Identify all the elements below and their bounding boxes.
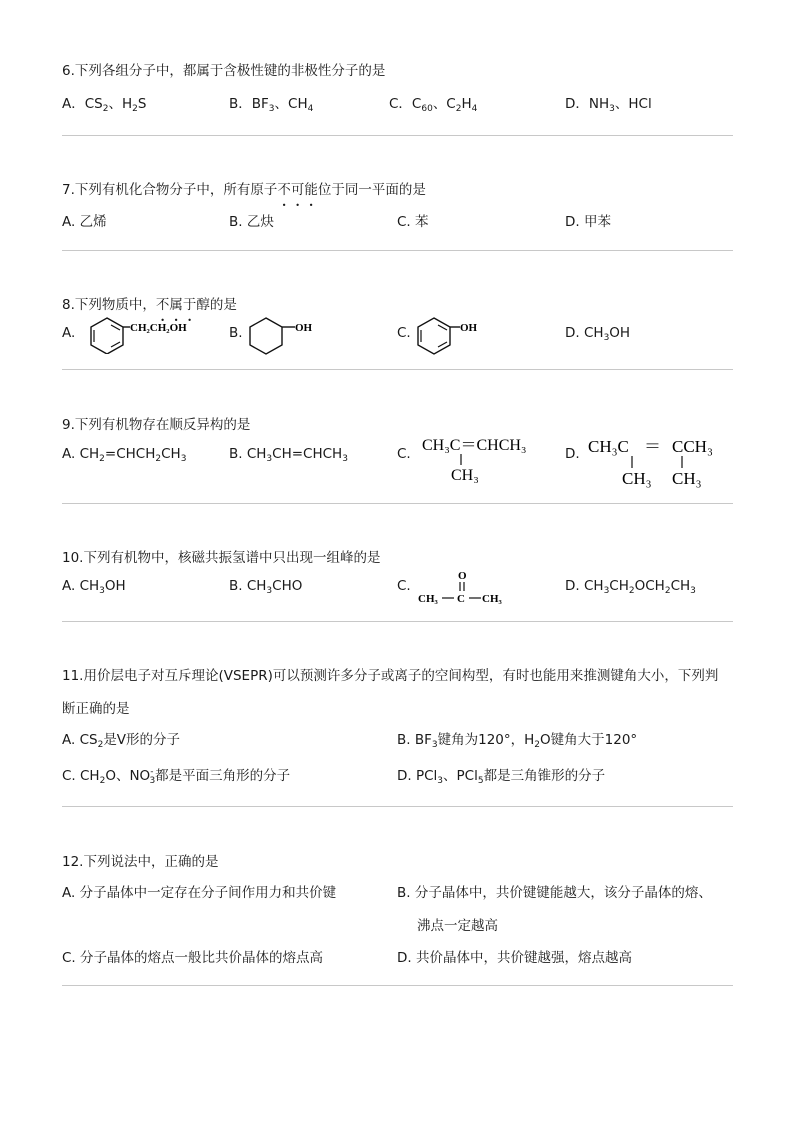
q8-option-c-label[interactable]: C.	[397, 325, 411, 341]
d-bottom-right-methyl: CH₃	[672, 469, 702, 488]
q12-option-b-line1[interactable]: B. 分子晶体中，共价键键能越大，该分子晶体的熔、	[397, 885, 712, 901]
c-top-formula: CH₃C＝CHCH₃	[422, 437, 527, 454]
q9-stem: 9.下列有机物存在顺反异构的是	[62, 417, 251, 433]
q7-option-c[interactable]: C. 苯	[397, 214, 429, 230]
divider	[62, 369, 733, 370]
oh-label: OH	[295, 322, 313, 334]
benzene-ring	[418, 318, 450, 354]
q12-option-c[interactable]: C. 分子晶体的熔点一般比共价晶体的熔点高	[62, 950, 324, 966]
q7-stem: 7.下列有机化合物分子中，所有原子不可能位于同一平面的是	[62, 182, 426, 198]
q8-option-c-structure	[414, 314, 494, 358]
divider	[62, 250, 733, 251]
oh-label: OH	[460, 322, 478, 334]
q11-option-c[interactable]: C. $CH_2O$、$NO^-_3$都是平面三角形的分子	[62, 767, 291, 786]
q11-option-d[interactable]: D. PCl$_3$、PCl$_5$都是三角锥形的分子	[397, 768, 606, 786]
left-methyl: CH₃	[418, 593, 438, 605]
q8-option-d[interactable]: D. $CH_3OH$	[565, 325, 631, 343]
q9-option-d-label[interactable]: D.	[565, 446, 580, 462]
q9-option-a[interactable]: A. $CH_2=CHCH_2CH_3$	[62, 446, 187, 464]
carbonyl-carbon: C	[457, 593, 465, 605]
q10-option-c-structure	[414, 567, 514, 607]
d-double-bond: ＝	[644, 437, 661, 456]
q12-option-d[interactable]: D. 共价晶体中，共价键越强，熔点越高	[397, 950, 632, 966]
q9-option-d-structure	[586, 432, 731, 492]
q12-stem: 12.下列说法中，正确的是	[62, 854, 219, 870]
divider	[62, 621, 733, 622]
c-bottom-methyl: CH₃	[451, 467, 479, 484]
carbonyl-oxygen: O	[458, 570, 467, 582]
q7-option-a[interactable]: A. 乙烯	[62, 214, 107, 230]
q6-option-d[interactable]: D．$NH_3$、HCl	[565, 96, 652, 114]
q10-option-a[interactable]: A. $CH_3OH$	[62, 578, 126, 596]
q6-stem: 6.下列各组分子中，都属于含极性键的非极性分子的是	[62, 63, 386, 79]
divider	[62, 503, 733, 504]
q6-option-b[interactable]: B．$BF_3$、$CH_4$	[229, 96, 314, 114]
cyclohexane-ring	[250, 318, 282, 354]
ch2ch2oh-label: CH₂CH₂OH	[130, 322, 187, 334]
divider	[62, 806, 733, 807]
q8-option-b-label[interactable]: B.	[229, 325, 243, 341]
q8-stem: 8.下列物质中，不属于醇的是	[62, 297, 237, 313]
q9-option-c-structure	[418, 432, 553, 488]
q12-option-b-line2[interactable]: 沸点一定越高	[417, 918, 498, 934]
divider	[62, 135, 733, 136]
q6-option-c[interactable]: C．$C_{60}$、$C_2H_4$	[389, 96, 478, 114]
q10-option-b[interactable]: B. $CH_3CHO$	[229, 578, 303, 596]
q11-option-a[interactable]: A. $CS_2$是V形的分子	[62, 732, 181, 750]
right-methyl: CH₃	[482, 593, 502, 605]
q9-option-b[interactable]: B. $CH_3CH=CHCH_3$	[229, 446, 348, 464]
divider	[62, 985, 733, 986]
q6-option-a[interactable]: A．$CS_2$、$H_2S$	[62, 96, 147, 114]
benzene-ring	[91, 318, 123, 354]
d-left-group: CH₃C	[588, 437, 629, 456]
q8-option-a-structure	[80, 314, 205, 354]
q7-option-b[interactable]: B. 乙炔	[229, 214, 274, 230]
q10-option-c-label[interactable]: C.	[397, 578, 411, 594]
q11-option-b[interactable]: B. $BF_3$键角为120°，$H_2O$键角大于120°	[397, 732, 638, 750]
q11-stem-line1: 11.用价层电子对互斥理论(VSEPR)可以预测许多分子或离子的空间构型，有时也能用来推测键角大小，下列判	[62, 668, 719, 684]
q11-stem-line2: 断正确的是	[62, 701, 130, 717]
q12-option-a[interactable]: A. 分子晶体中一定存在分子间作用力和共价键	[62, 885, 337, 901]
q7-option-d[interactable]: D. 甲苯	[565, 214, 611, 230]
q8-option-b-structure	[246, 314, 326, 358]
q8-option-a-label[interactable]: A.	[62, 325, 76, 341]
d-right-group: CCH₃	[672, 437, 713, 456]
q10-option-d[interactable]: D. $CH_3CH_2OCH_2CH_3$	[565, 578, 696, 596]
d-bottom-left-methyl: CH₃	[622, 469, 652, 488]
q9-option-c-label[interactable]: C.	[397, 446, 411, 462]
q10-stem: 10.下列有机物中，核磁共振氢谱中只出现一组峰的是	[62, 550, 381, 566]
